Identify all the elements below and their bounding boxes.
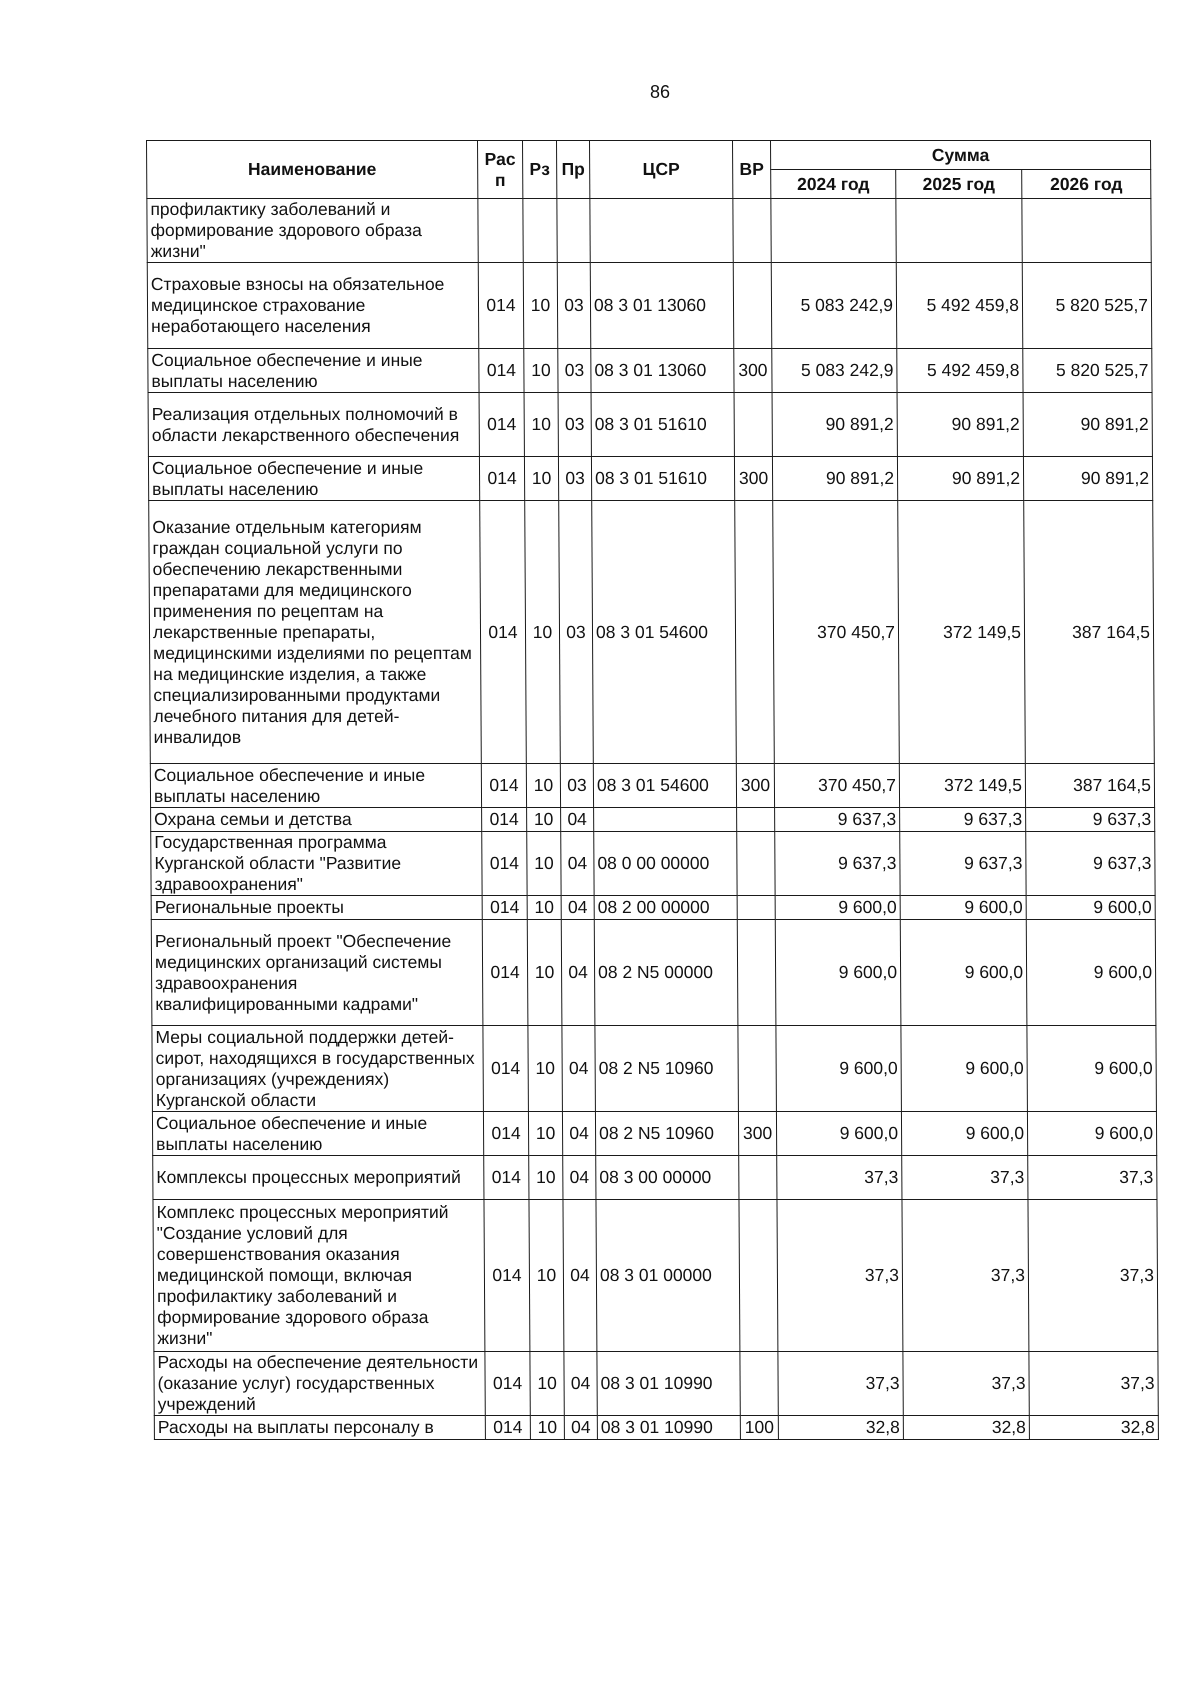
cell-rasp: 014: [482, 920, 528, 1026]
cell-amount-2025: 9 600,0: [900, 920, 1027, 1026]
cell-amount-2025: [896, 199, 1022, 263]
budget-table: [146, 140, 1159, 1440]
cell-csr: 08 2 N5 00000: [594, 920, 738, 1026]
cell-vr: [734, 393, 772, 457]
cell-csr: 08 2 N5 10960: [595, 1112, 738, 1156]
cell-amount-2025: 37,3: [903, 1352, 1029, 1416]
header-vr: ВР: [733, 141, 771, 199]
cell-pr: 04: [561, 920, 595, 1026]
header-rasp: Рас п: [478, 141, 523, 199]
cell-amount-2026: 37,3: [1028, 1156, 1157, 1200]
table-row: [147, 263, 1152, 349]
table-body: [147, 199, 1159, 1440]
cell-amount-2026: 9 600,0: [1027, 1026, 1157, 1112]
cell-rz: 10: [524, 457, 558, 501]
cell-csr: 08 3 01 13060: [591, 349, 734, 393]
cell-amount-2026: 9 600,0: [1026, 896, 1155, 920]
cell-pr: 04: [561, 832, 594, 896]
cell-rz: 10: [526, 764, 560, 808]
cell-vr: [737, 832, 775, 896]
cell-amount-2025: 9 600,0: [901, 1112, 1027, 1156]
cell-amount-2024: 37,3: [777, 1156, 902, 1200]
budget-table-wrapper: [146, 140, 1158, 1440]
cell-name: Региональный проект "Обеспечение медицинских организаций системы здравоохранения квалифицированными кадрами": [151, 920, 483, 1026]
cell-csr: [590, 199, 733, 263]
table-row: [154, 1352, 1158, 1416]
table-row: [152, 1112, 1156, 1156]
cell-amount-2026: 9 637,3: [1026, 808, 1155, 832]
cell-amount-2025: 5 492 459,8: [897, 349, 1023, 393]
cell-vr: [737, 920, 776, 1026]
cell-csr: 08 3 01 10990: [597, 1352, 740, 1416]
cell-amount-2025: 372 149,5: [898, 501, 1026, 764]
cell-amount-2025: 90 891,2: [897, 393, 1023, 457]
cell-amount-2025: 32,8: [903, 1416, 1029, 1440]
cell-name: профилактику заболеваний и формирование здорового образа жизни": [147, 199, 478, 263]
cell-pr: 04: [563, 1200, 597, 1352]
cell-amount-2024: 37,3: [777, 1200, 903, 1352]
cell-amount-2025: 9 600,0: [900, 896, 1026, 920]
table-row: [151, 808, 1155, 832]
cell-rasp: 014: [485, 1352, 530, 1416]
cell-rz: 10: [527, 920, 562, 1026]
cell-csr: 08 3 01 51610: [591, 393, 734, 457]
cell-pr: 03: [560, 764, 593, 808]
cell-rz: 10: [529, 1156, 563, 1200]
cell-pr: 03: [557, 263, 591, 349]
page-number: 86: [649, 82, 671, 102]
cell-vr: [733, 263, 772, 349]
cell-rasp: 014: [478, 263, 524, 349]
table-row: [150, 764, 1154, 808]
cell-vr: [735, 501, 775, 764]
cell-csr: 08 0 00 00000: [594, 832, 737, 896]
table-row: [151, 896, 1155, 920]
table-row: [148, 349, 1152, 393]
cell-vr: [740, 1352, 778, 1416]
cell-name: Расходы на выплаты персоналу в: [154, 1416, 485, 1440]
cell-rz: 10: [524, 349, 558, 393]
cell-csr: 08 3 01 00000: [596, 1200, 740, 1352]
cell-amount-2026: 32,8: [1029, 1416, 1158, 1440]
cell-amount-2026: 9 600,0: [1027, 1112, 1156, 1156]
header-csr: ЦСР: [590, 141, 733, 199]
cell-amount-2026: 37,3: [1029, 1352, 1158, 1416]
table-row: [151, 920, 1156, 1026]
cell-amount-2025: 5 492 459,8: [896, 263, 1023, 349]
cell-rasp: 014: [479, 393, 524, 457]
cell-rz: [523, 199, 557, 263]
table-row: [148, 457, 1152, 501]
table-row: [153, 1200, 1158, 1352]
cell-pr: 03: [559, 501, 594, 764]
cell-amount-2024: 370 450,7: [774, 764, 899, 808]
cell-name: Государственная программа Курганской области "Развитие здравоохранения": [151, 832, 482, 896]
cell-vr: [738, 1026, 777, 1112]
cell-amount-2024: [771, 199, 896, 263]
cell-csr: 08 3 01 54600: [593, 764, 736, 808]
cell-csr: 08 3 01 54600: [592, 501, 737, 764]
cell-pr: 04: [562, 1112, 595, 1156]
table-row: [148, 393, 1152, 457]
cell-csr: 08 3 01 10990: [597, 1416, 740, 1440]
cell-amount-2024: 9 600,0: [775, 896, 900, 920]
cell-name: Социальное обеспечение и иные выплаты населению: [148, 349, 479, 393]
header-sum: Сумма: [771, 141, 1151, 170]
cell-csr: 08 2 00 00000: [594, 896, 737, 920]
cell-rz: 10: [527, 896, 561, 920]
header-name: Наименование: [147, 141, 478, 199]
table-row: [149, 501, 1155, 764]
cell-amount-2024: 9 600,0: [776, 1026, 902, 1112]
cell-amount-2024: 9 600,0: [775, 920, 901, 1026]
cell-amount-2025: 9 637,3: [900, 832, 1026, 896]
cell-rz: 10: [530, 1416, 564, 1440]
cell-rasp: 014: [484, 1200, 530, 1352]
cell-pr: 04: [563, 1156, 596, 1200]
table-row: [153, 1156, 1157, 1200]
cell-rasp: 014: [479, 349, 524, 393]
cell-name: Региональные проекты: [151, 896, 482, 920]
cell-pr: [557, 199, 590, 263]
cell-amount-2024: 9 637,3: [775, 808, 900, 832]
cell-amount-2024: 5 083 242,9: [772, 349, 897, 393]
cell-vr: 300: [738, 1112, 776, 1156]
cell-pr: 04: [562, 1026, 596, 1112]
cell-pr: 04: [564, 1416, 597, 1440]
cell-vr: 300: [736, 764, 774, 808]
cell-name: Комплекс процессных мероприятий "Создание условий для совершенствования оказания медицинской помощи, включая профилактику заболеваний и формирование здорового образа жизни": [153, 1200, 485, 1352]
cell-pr: 03: [558, 393, 591, 457]
cell-vr: [737, 896, 775, 920]
cell-pr: 03: [558, 349, 591, 393]
cell-amount-2026: [1022, 199, 1151, 263]
cell-rasp: 014: [482, 808, 527, 832]
cell-name: Оказание отдельным категориям граждан социальной услуги по обеспечению лекарственными препаратами для медицинского применения по рецептам на лекарственные препараты, медицинскими изделиями по рецептам на медицинские изделия, а также специализированными продуктами лечебного питания для детей-инвалидов: [149, 501, 482, 764]
cell-csr: 08 3 00 00000: [596, 1156, 739, 1200]
cell-vr: 100: [740, 1416, 778, 1440]
cell-amount-2025: 9 637,3: [900, 808, 1026, 832]
header-pr: Пр: [557, 141, 590, 199]
cell-name: Социальное обеспечение и иные выплаты населению: [152, 1112, 483, 1156]
cell-amount-2026: 37,3: [1028, 1200, 1158, 1352]
table-header: [147, 141, 1151, 199]
cell-rz: 10: [530, 1352, 564, 1416]
cell-amount-2025: 372 149,5: [899, 764, 1025, 808]
cell-vr: [733, 199, 771, 263]
cell-rasp: 014: [481, 764, 526, 808]
cell-amount-2026: 387 164,5: [1024, 501, 1155, 764]
cell-rasp: 014: [480, 501, 527, 764]
cell-name: Меры социальной поддержки детей-сирот, находящихся в государственных организациях (учреждениях) Курганской области: [152, 1026, 484, 1112]
cell-amount-2024: 90 891,2: [772, 393, 897, 457]
cell-amount-2026: 9 637,3: [1026, 832, 1155, 896]
cell-rz: 10: [525, 501, 561, 764]
cell-name: Охрана семьи и детства: [151, 808, 482, 832]
cell-vr: 300: [734, 457, 772, 501]
cell-rasp: 014: [482, 896, 527, 920]
cell-rz: 10: [523, 263, 558, 349]
cell-pr: 04: [561, 808, 594, 832]
cell-amount-2024: 90 891,2: [772, 457, 897, 501]
cell-vr: [737, 808, 775, 832]
header-rz: Рз: [523, 141, 557, 199]
cell-amount-2025: 37,3: [902, 1200, 1029, 1352]
cell-csr: 08 2 N5 10960: [595, 1026, 739, 1112]
cell-rz: 10: [528, 1112, 562, 1156]
header-year-2025: 2025 год: [896, 170, 1022, 199]
cell-amount-2024: 9 637,3: [775, 832, 900, 896]
cell-amount-2026: 5 820 525,7: [1022, 263, 1152, 349]
cell-pr: 04: [564, 1352, 597, 1416]
cell-csr: 08 3 01 13060: [590, 263, 734, 349]
cell-amount-2025: 90 891,2: [897, 457, 1023, 501]
cell-amount-2024: 370 450,7: [773, 501, 900, 764]
cell-name: Расходы на обеспечение деятельности (оказание услуг) государственных учреждений: [154, 1352, 485, 1416]
cell-amount-2025: 9 600,0: [901, 1026, 1028, 1112]
cell-csr: [594, 808, 737, 832]
table-row: [152, 1026, 1157, 1112]
cell-amount-2025: 37,3: [902, 1156, 1028, 1200]
cell-rasp: [478, 199, 523, 263]
cell-rasp: 014: [485, 1416, 530, 1440]
cell-rasp: 014: [479, 457, 524, 501]
cell-rz: 10: [527, 808, 561, 832]
cell-rasp: 014: [484, 1156, 529, 1200]
cell-name: Страховые взносы на обязательное медицинское страхование неработающего населения: [147, 263, 479, 349]
cell-rz: 10: [527, 832, 561, 896]
cell-name: Реализация отдельных полномочий в области лекарственного обеспечения: [148, 393, 479, 457]
table-row: [147, 199, 1151, 263]
cell-name: Социальное обеспечение и иные выплаты населению: [150, 764, 481, 808]
table-row: [151, 832, 1155, 896]
cell-vr: [739, 1200, 778, 1352]
header-year-2024: 2024 год: [771, 170, 896, 199]
cell-rasp: 014: [483, 1026, 529, 1112]
cell-amount-2024: 37,3: [778, 1352, 903, 1416]
cell-name: Социальное обеспечение и иные выплаты населению: [148, 457, 479, 501]
cell-amount-2026: 5 820 525,7: [1023, 349, 1152, 393]
cell-rz: 10: [524, 393, 558, 457]
table-row: [154, 1416, 1158, 1440]
cell-amount-2026: 9 600,0: [1026, 920, 1156, 1026]
cell-amount-2024: 5 083 242,9: [771, 263, 897, 349]
cell-rasp: 014: [482, 832, 527, 896]
cell-pr: 03: [558, 457, 591, 501]
cell-amount-2024: 9 600,0: [776, 1112, 901, 1156]
cell-vr: [739, 1156, 777, 1200]
cell-name: Комплексы процессных мероприятий: [153, 1156, 484, 1200]
cell-amount-2026: 90 891,2: [1023, 457, 1152, 501]
cell-amount-2026: 387 164,5: [1025, 764, 1154, 808]
cell-amount-2024: 32,8: [778, 1416, 903, 1440]
cell-pr: 04: [561, 896, 594, 920]
cell-csr: 08 3 01 51610: [591, 457, 734, 501]
cell-rz: 10: [528, 1026, 563, 1112]
cell-vr: 300: [734, 349, 772, 393]
header-year-2026: 2026 год: [1022, 170, 1151, 199]
cell-rz: 10: [529, 1200, 564, 1352]
cell-amount-2026: 90 891,2: [1023, 393, 1152, 457]
cell-rasp: 014: [483, 1112, 528, 1156]
